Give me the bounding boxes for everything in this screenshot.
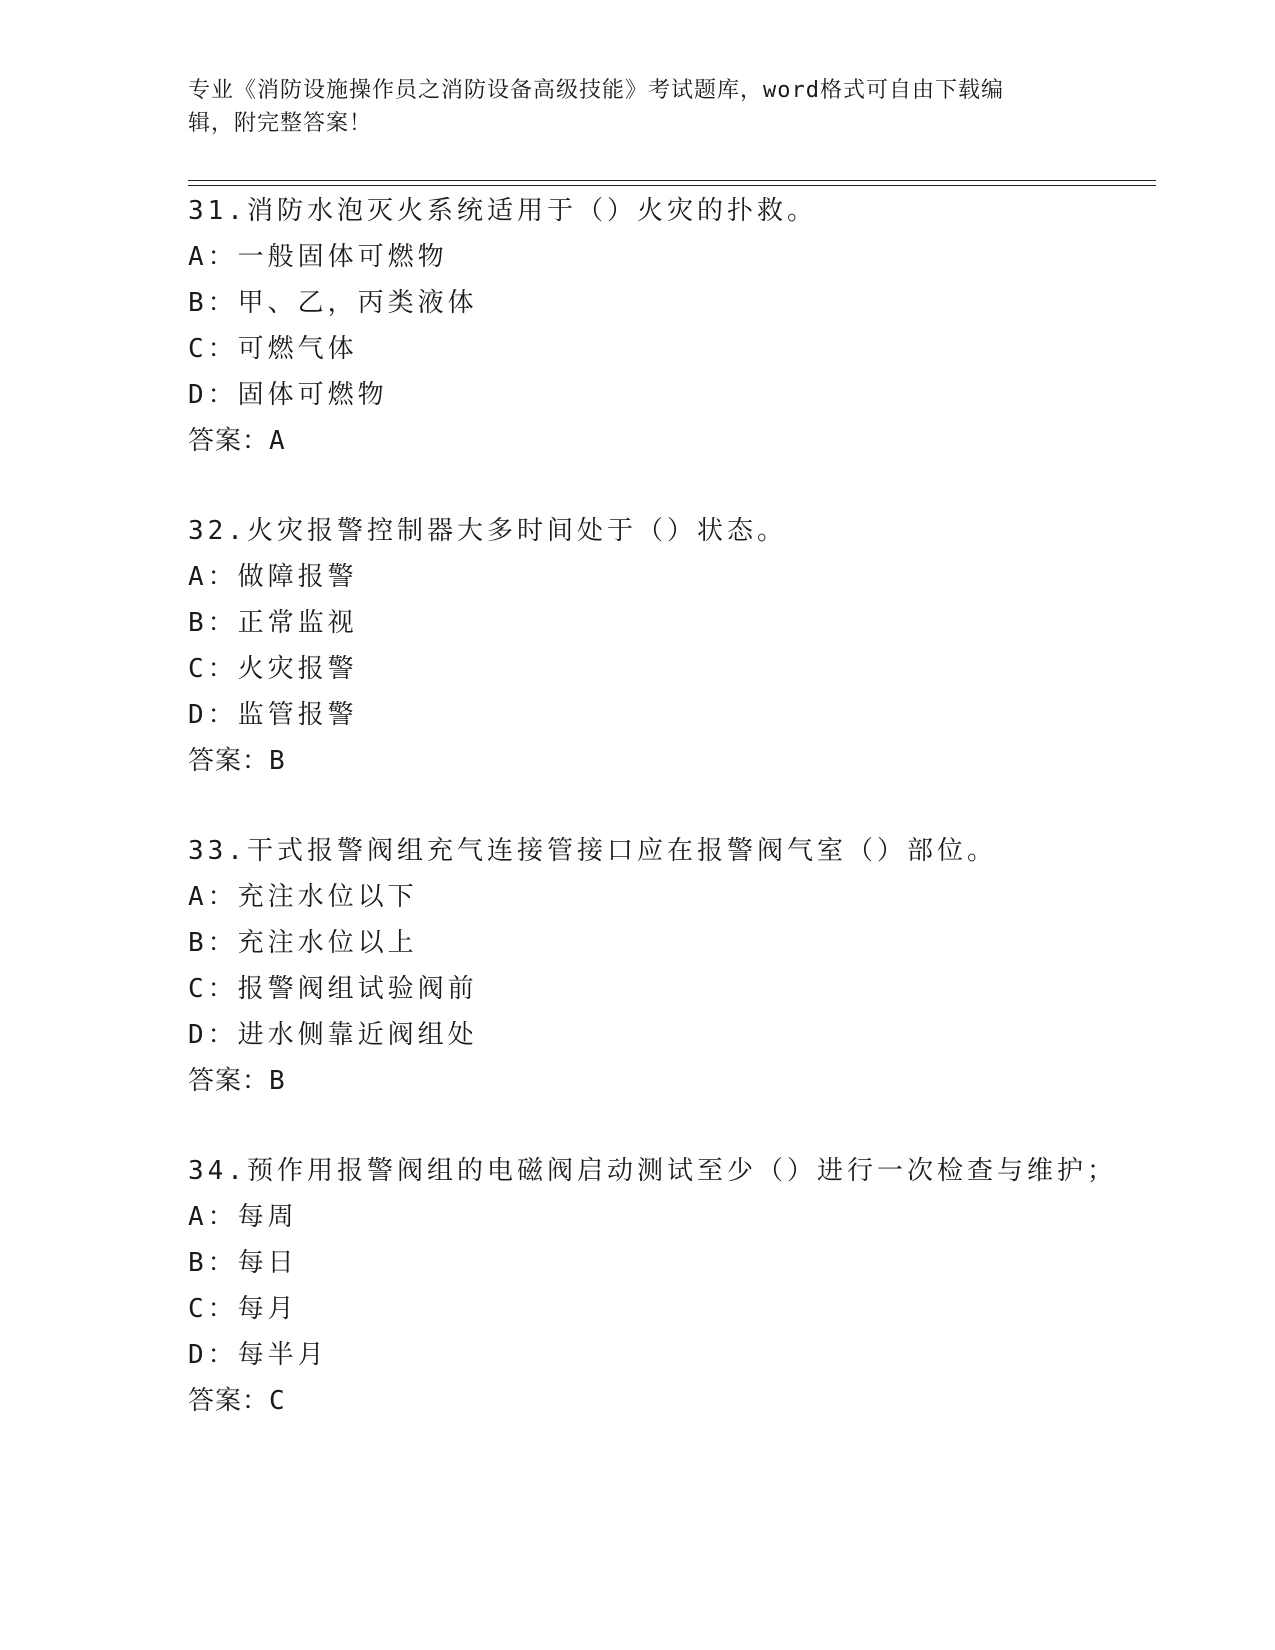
answer-line bbox=[188, 418, 1156, 464]
option-d: D：进水侧靠近阀组处 bbox=[188, 1020, 478, 1050]
option-b: B：充注水位以上 bbox=[188, 928, 418, 958]
question-34 bbox=[188, 1148, 1156, 1424]
answer-label: 答案： bbox=[188, 426, 270, 456]
option-a: A：做障报警 bbox=[188, 562, 358, 592]
header-divider-top bbox=[188, 180, 1156, 181]
option-b: B：正常监视 bbox=[188, 608, 358, 638]
answer-line bbox=[188, 738, 1156, 784]
option-d: D：监管报警 bbox=[188, 700, 358, 730]
question-list bbox=[188, 188, 1156, 1424]
question-32 bbox=[188, 508, 1156, 784]
question-stem: 31.消防水泡灭火系统适用于（）火灾的扑救。 bbox=[188, 196, 817, 226]
question-stem: 33.干式报警阀组充气连接管接口应在报警阀气室（）部位。 bbox=[188, 836, 997, 866]
option-a: A：每周 bbox=[188, 1202, 298, 1232]
question-33 bbox=[188, 828, 1156, 1104]
option-b: B：甲、乙，丙类液体 bbox=[188, 288, 478, 318]
header-divider-bottom bbox=[188, 185, 1156, 186]
answer-line bbox=[188, 1378, 1156, 1424]
option-c: C：报警阀组试验阀前 bbox=[188, 974, 478, 1004]
option-c: C：可燃气体 bbox=[188, 334, 358, 364]
answer-label: 答案： bbox=[188, 1066, 270, 1096]
header-line-1: 专业《消防设施操作员之消防设备高级技能》考试题库，word格式可自由下载编 bbox=[188, 78, 1004, 103]
answer-label: 答案： bbox=[188, 746, 270, 776]
answer-label: 答案： bbox=[188, 1386, 270, 1416]
answer-value: A bbox=[269, 426, 286, 456]
question-stem: 32.火灾报警控制器大多时间处于（）状态。 bbox=[188, 516, 787, 546]
answer-value: C bbox=[269, 1386, 286, 1416]
option-a: A：充注水位以下 bbox=[188, 882, 418, 912]
option-d: D：每半月 bbox=[188, 1340, 328, 1370]
question-31 bbox=[188, 188, 1156, 464]
document-header bbox=[188, 74, 1088, 140]
answer-line bbox=[188, 1058, 1156, 1104]
option-c: C：火灾报警 bbox=[188, 654, 358, 684]
option-b: B：每日 bbox=[188, 1248, 298, 1278]
header-line-2: 辑，附完整答案！ bbox=[188, 111, 373, 136]
answer-value: B bbox=[269, 1066, 286, 1096]
option-d: D：固体可燃物 bbox=[188, 380, 388, 410]
option-a: A：一般固体可燃物 bbox=[188, 242, 448, 272]
question-stem: 34.预作用报警阀组的电磁阀启动测试至少（）进行一次检查与维护； bbox=[188, 1156, 1117, 1186]
answer-value: B bbox=[269, 746, 286, 776]
option-c: C：每月 bbox=[188, 1294, 298, 1324]
